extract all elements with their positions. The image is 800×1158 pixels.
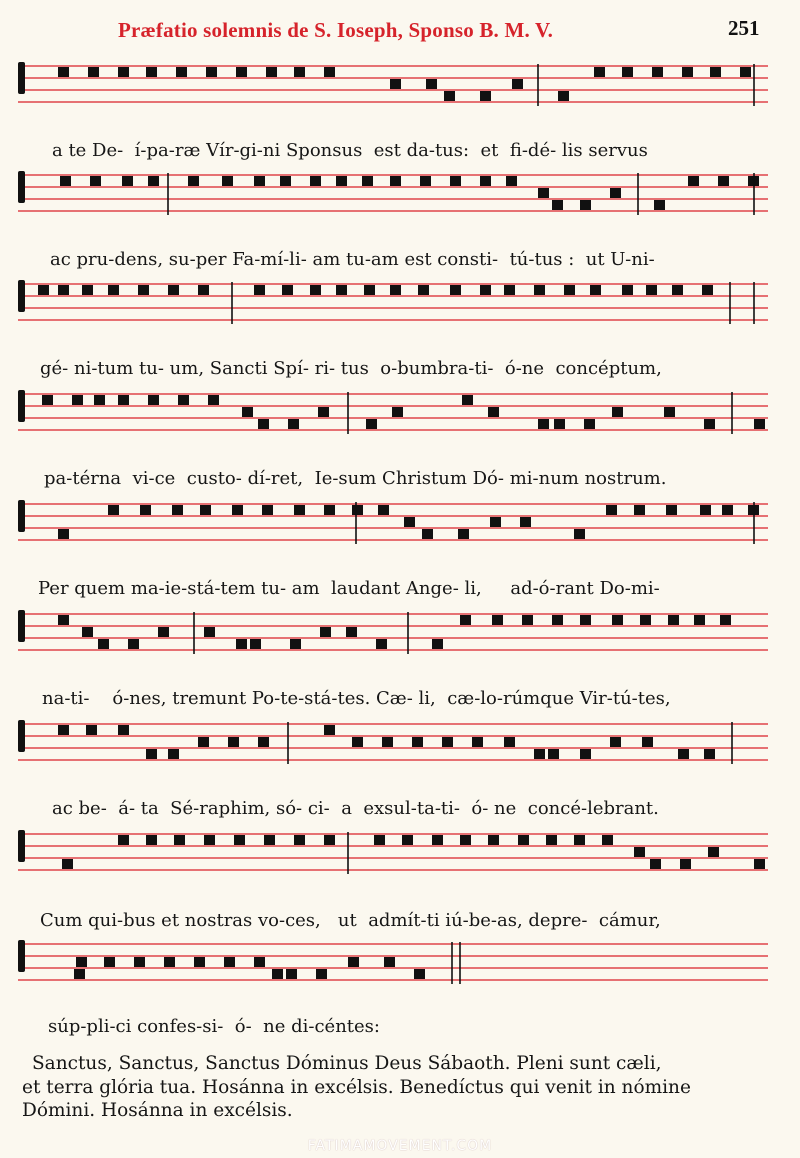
punctum-note [418,285,429,295]
c-clef-icon [18,610,25,642]
punctum-note [352,505,363,515]
punctum-note [146,67,157,77]
punctum-note [318,407,329,417]
c-clef-icon [18,830,25,862]
punctum-note [688,176,699,186]
punctum-note [612,615,623,625]
punctum-note [128,639,139,649]
punctum-note [38,285,49,295]
punctum-note [204,835,215,845]
punctum-note [134,957,145,967]
punctum-note [384,957,395,967]
punctum-note [232,505,243,515]
punctum-note [534,749,545,759]
chant-system-6 [18,606,768,709]
punctum-note [188,176,199,186]
punctum-note [574,835,585,845]
punctum-note [492,615,503,625]
punctum-note [178,395,189,405]
lyric-line-7: ac be- á- ta Sé-raphim, só- ci- a exsul-ta-ti- ó- ne concé-lebrant. [52,798,659,819]
punctum-note [548,749,559,759]
punctum-note [146,835,157,845]
c-clef-icon [18,280,25,312]
punctum-note [642,737,653,747]
punctum-note [108,505,119,515]
punctum-note [198,737,209,747]
punctum-note [176,67,187,77]
punctum-note [612,407,623,417]
punctum-note [254,957,265,967]
punctum-note [538,188,549,198]
lyric-line-4: pa-térna vi-ce custo- dí-ret, Ie-sum Christum Dó- mi-num nostrum. [44,468,667,489]
punctum-note [200,505,211,515]
punctum-note [490,517,501,527]
punctum-note [98,639,109,649]
punctum-note [450,285,461,295]
punctum-note [198,285,209,295]
punctum-note [62,859,73,869]
staff-4 [18,386,768,442]
punctum-note [324,835,335,845]
punctum-note [168,285,179,295]
punctum-note [310,285,321,295]
punctum-note [422,529,433,539]
punctum-note [224,957,235,967]
punctum-note [88,67,99,77]
punctum-note [118,835,129,845]
punctum-note [634,505,645,515]
punctum-note [266,67,277,77]
punctum-note [480,91,491,101]
punctum-note [518,835,529,845]
punctum-note [622,67,633,77]
lyric-line-3: gé- ni-tum tu- um, Sancti Spí- ri- tus o-bumbra-ti- ó-ne concéptum, [40,358,662,379]
punctum-note [538,419,549,429]
punctum-note [140,505,151,515]
punctum-note [694,615,705,625]
punctum-note [174,835,185,845]
punctum-note [362,176,373,186]
c-clef-icon [18,720,25,752]
punctum-note [432,639,443,649]
punctum-note [148,395,159,405]
chant-system-7 [18,716,768,819]
punctum-note [520,517,531,527]
punctum-note [390,79,401,89]
punctum-note [710,67,721,77]
punctum-note [86,725,97,735]
staff-3 [18,276,768,332]
punctum-note [324,505,335,515]
punctum-note [722,505,733,515]
punctum-note [320,627,331,637]
punctum-note [138,285,149,295]
punctum-note [414,969,425,979]
staff-7 [18,716,768,772]
punctum-note [222,176,233,186]
punctum-note [412,737,423,747]
punctum-note [640,615,651,625]
punctum-note [262,505,273,515]
punctum-note [118,67,129,77]
punctum-note [316,969,327,979]
punctum-note [512,79,523,89]
punctum-note [366,419,377,429]
punctum-note [754,419,765,429]
punctum-note [488,835,499,845]
punctum-note [108,285,119,295]
punctum-note [58,67,69,77]
punctum-note [594,67,605,77]
sanctus-text [22,1052,772,1123]
punctum-note [82,285,93,295]
punctum-note [426,79,437,89]
punctum-note [522,615,533,625]
punctum-note [580,749,591,759]
c-clef-icon [18,940,25,972]
punctum-note [390,285,401,295]
punctum-note [236,639,247,649]
punctum-note [606,505,617,515]
punctum-note [610,737,621,747]
punctum-note [708,847,719,857]
punctum-note [462,395,473,405]
punctum-note [294,835,305,845]
punctum-note [118,395,129,405]
punctum-note [60,176,71,186]
punctum-note [272,969,283,979]
punctum-note [504,285,515,295]
punctum-note [634,847,645,857]
punctum-note [172,505,183,515]
punctum-note [104,957,115,967]
punctum-note [488,407,499,417]
chant-system-4 [18,386,768,489]
punctum-note [168,749,179,759]
punctum-note [336,176,347,186]
punctum-note [480,176,491,186]
punctum-note [506,176,517,186]
punctum-note [458,529,469,539]
sanctus-line-2: et terra glória tua. Hosánna in excélsis. Benedíctus qui venit in nómine [22,1076,691,1098]
punctum-note [280,176,291,186]
punctum-note [704,749,715,759]
punctum-note [208,395,219,405]
staff-5 [18,496,768,552]
staff-1 [18,58,768,114]
punctum-note [254,176,265,186]
punctum-note [122,176,133,186]
punctum-note [164,957,175,967]
chant-system-1 [18,58,768,161]
punctum-note [206,67,217,77]
punctum-note [90,176,101,186]
lyric-line-2: ac pru-dens, su-per Fa-mí-li- am tu-am est consti- tú-tus : ut U-ni- [50,249,655,270]
punctum-note [94,395,105,405]
punctum-note [622,285,633,295]
preface-title: Præfatio solemnis de S. Ioseph, Sponso B. M. V. [118,18,554,42]
punctum-note [702,285,713,295]
punctum-note [352,737,363,747]
punctum-note [546,835,557,845]
punctum-note [580,615,591,625]
punctum-note [76,957,87,967]
punctum-note [450,176,461,186]
punctum-note [460,615,471,625]
lyric-line-9: súp-pli-ci confes-si- ó- ne di-céntes: [48,1016,380,1037]
punctum-note [264,835,275,845]
punctum-note [228,737,239,747]
punctum-note [158,627,169,637]
chant-system-8 [18,826,768,931]
punctum-note [254,285,265,295]
lyric-line-8: Cum qui-bus et nostras vo-ces, ut admít-ti iú-be-as, depre- cámur, [40,910,661,931]
punctum-note [348,957,359,967]
punctum-note [402,835,413,845]
punctum-note [574,529,585,539]
punctum-note [720,615,731,625]
punctum-note [534,285,545,295]
chant-system-9 [18,936,768,1037]
punctum-note [58,725,69,735]
punctum-note [404,517,415,527]
chant-system-5 [18,496,768,599]
sanctus-line-3: Dómini. Hosánna in excélsis. [22,1100,293,1121]
chant-system-2 [18,167,768,270]
punctum-note [236,67,247,77]
punctum-note [590,285,601,295]
c-clef-icon [18,500,25,532]
punctum-note [700,505,711,515]
punctum-note [432,835,443,845]
chant-system-3 [18,276,768,379]
punctum-note [564,285,575,295]
punctum-note [324,67,335,77]
punctum-note [146,749,157,759]
punctum-note [552,200,563,210]
punctum-note [294,505,305,515]
punctum-note [666,505,677,515]
punctum-note [650,859,661,869]
punctum-note [504,737,515,747]
punctum-note [682,67,693,77]
punctum-note [704,419,715,429]
lyric-line-5: Per quem ma-ie-stá-tem tu- am laudant Ange- li, ad-ó-rant Do-mi- [38,578,660,599]
punctum-note [444,91,455,101]
punctum-note [382,737,393,747]
staff-9 [18,936,768,992]
punctum-note [558,91,569,101]
punctum-note [664,407,675,417]
punctum-note [472,737,483,747]
punctum-note [602,835,613,845]
punctum-note [282,285,293,295]
punctum-note [286,969,297,979]
punctum-note [364,285,375,295]
sanctus-line-1: Sanctus, Sanctus, Sanctus Dóminus Deus Sábaoth. Pleni sunt cæli, [32,1053,662,1074]
staff-6 [18,606,768,662]
punctum-note [242,407,253,417]
punctum-note [58,615,69,625]
punctum-note [584,419,595,429]
punctum-note [58,285,69,295]
c-clef-icon [18,390,25,422]
punctum-note [680,859,691,869]
punctum-note [652,67,663,77]
punctum-note [718,176,729,186]
punctum-note [82,627,93,637]
punctum-note [754,859,765,869]
punctum-note [258,737,269,747]
punctum-note [204,627,215,637]
punctum-note [740,67,751,77]
lyric-line-6: na-ti- ó-nes, tremunt Po-te-stá-tes. Cæ- li, cæ-lo-rúmque Vir-tú-tes, [42,688,671,709]
punctum-note [58,529,69,539]
c-clef-icon [18,171,25,203]
punctum-note [442,737,453,747]
c-clef-icon [18,62,25,94]
punctum-note [420,176,431,186]
staff-2 [18,167,768,223]
punctum-note [480,285,491,295]
punctum-note [290,639,301,649]
punctum-note [294,67,305,77]
punctum-note [74,969,85,979]
punctum-note [552,615,563,625]
lyric-line-1: a te De- í-pa-ræ Vír-gi-ni Sponsus est da-tus: et fi-dé- lis servus [52,140,648,161]
punctum-note [672,285,683,295]
punctum-note [668,615,679,625]
punctum-note [610,188,621,198]
punctum-note [374,835,385,845]
punctum-note [460,835,471,845]
punctum-note [376,639,387,649]
punctum-note [324,725,335,735]
punctum-note [118,725,129,735]
watermark: FATIMAMOVEMENT.COM [307,1138,493,1154]
punctum-note [336,285,347,295]
punctum-note [646,285,657,295]
staff-8 [18,826,768,882]
punctum-note [250,639,261,649]
punctum-note [258,419,269,429]
punctum-note [654,200,665,210]
page-number: 251 [728,16,760,40]
punctum-note [42,395,53,405]
punctum-note [310,176,321,186]
page-header [0,0,800,50]
punctum-note [378,505,389,515]
punctum-note [554,419,565,429]
punctum-note [390,176,401,186]
punctum-note [72,395,83,405]
punctum-note [678,749,689,759]
punctum-note [148,176,159,186]
punctum-note [288,419,299,429]
punctum-note [346,627,357,637]
punctum-note [392,407,403,417]
punctum-note [234,835,245,845]
punctum-note [194,957,205,967]
punctum-note [580,200,591,210]
